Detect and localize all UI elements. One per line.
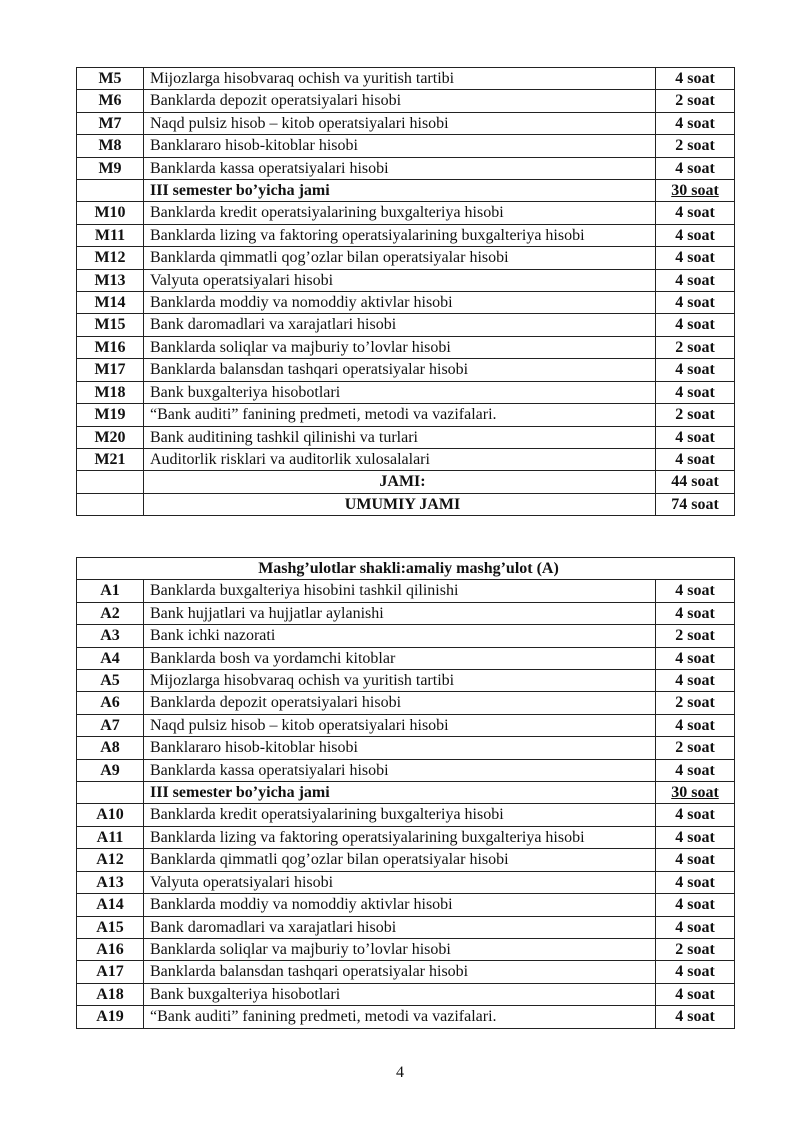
row-hours: 4 soat (656, 983, 735, 1005)
subtotal-hours: 30 soat (671, 784, 719, 802)
row-title: Banklarda kredit operatsiyalarining buxgalteriya hisobi (144, 804, 656, 826)
practical-header: Mashg’ulotlar shakli:amaliy mashg’ulot (A) (77, 558, 735, 580)
table-row (77, 625, 735, 647)
table-row (77, 849, 735, 871)
row-title: Bank daromadlari va xarajatlari hisobi (144, 916, 656, 938)
lecture-schedule-totals (77, 471, 735, 516)
row-code: A7 (77, 714, 144, 736)
row-code: M10 (77, 202, 144, 224)
table-row (77, 670, 735, 692)
row-hours: 4 soat (656, 269, 735, 291)
table-row (77, 737, 735, 759)
table-row (77, 714, 735, 736)
table-row (77, 68, 735, 90)
table-row (77, 359, 735, 381)
table-row (77, 90, 735, 112)
row-code: A15 (77, 916, 144, 938)
row-code: A6 (77, 692, 144, 714)
subtotal-row (77, 180, 735, 202)
table-row (77, 916, 735, 938)
row-title: “Bank auditi” fanining predmeti, metodi va vazifalari. (144, 1006, 656, 1028)
row-title: Banklarda qimmatli qog’ozlar bilan operatsiyalar hisobi (144, 849, 656, 871)
row-code: A3 (77, 625, 144, 647)
row-hours: 4 soat (656, 894, 735, 916)
row-code: M18 (77, 381, 144, 403)
row-title: Bank auditining tashkil qilinishi va turlari (144, 426, 656, 448)
table-row (77, 426, 735, 448)
row-title: Banklarda lizing va faktoring operatsiyalarining buxgalteriya hisobi (144, 826, 656, 848)
row-code: M16 (77, 336, 144, 358)
row-hours: 2 soat (656, 404, 735, 426)
row-title: Mijozlarga hisobvaraq ochish va yuritish tartibi (144, 670, 656, 692)
row-title: Banklarda kassa operatsiyalari hisobi (144, 759, 656, 781)
total-row (77, 471, 735, 493)
practical-schedule-table (76, 557, 735, 1029)
table-row (77, 404, 735, 426)
table-row (77, 224, 735, 246)
row-hours: 4 soat (656, 359, 735, 381)
row-code: M21 (77, 448, 144, 470)
row-code: A18 (77, 983, 144, 1005)
row-hours: 4 soat (656, 224, 735, 246)
row-title: III semester bo’yicha jami (144, 782, 656, 804)
table-row (77, 647, 735, 669)
row-code: A17 (77, 961, 144, 983)
table-row (77, 202, 735, 224)
row-hours: 4 soat (656, 714, 735, 736)
table-row (77, 826, 735, 848)
row-title: Auditorlik risklari va auditorlik xulosalalari (144, 448, 656, 470)
row-code: M6 (77, 90, 144, 112)
row-hours: 4 soat (656, 849, 735, 871)
row-title: Banklarda moddiy va nomoddiy aktivlar hisobi (144, 292, 656, 314)
row-title: Banklarda soliqlar va majburiy to’lovlar hisobi (144, 938, 656, 960)
row-title: Naqd pulsiz hisob – kitob operatsiyalari hisobi (144, 714, 656, 736)
table-row (77, 961, 735, 983)
table-row (77, 247, 735, 269)
table-row (77, 336, 735, 358)
row-hours: 4 soat (656, 68, 735, 90)
row-code: A14 (77, 894, 144, 916)
row-code (77, 180, 144, 202)
row-code: A16 (77, 938, 144, 960)
row-code: M19 (77, 404, 144, 426)
row-title: Banklarda qimmatli qog’ozlar bilan operatsiyalar hisobi (144, 247, 656, 269)
row-code: A13 (77, 871, 144, 893)
row-title: III semester bo’yicha jami (144, 180, 656, 202)
row-hours: 4 soat (656, 292, 735, 314)
table-row (77, 871, 735, 893)
row-title: Banklarda balansdan tashqari operatsiyalar hisobi (144, 961, 656, 983)
table-row (77, 759, 735, 781)
row-code: M8 (77, 135, 144, 157)
row-code: M20 (77, 426, 144, 448)
row-hours: 2 soat (656, 625, 735, 647)
row-hours: 4 soat (656, 1006, 735, 1028)
row-hours: 4 soat (656, 580, 735, 602)
row-hours: 4 soat (656, 157, 735, 179)
grand-total-code-cell (77, 493, 144, 515)
table-row (77, 894, 735, 916)
row-hours: 4 soat (656, 448, 735, 470)
row-title: Naqd pulsiz hisob – kitob operatsiyalari hisobi (144, 112, 656, 134)
row-hours: 4 soat (656, 381, 735, 403)
row-hours: 4 soat (656, 202, 735, 224)
row-code: A8 (77, 737, 144, 759)
row-code: M12 (77, 247, 144, 269)
row-code: M11 (77, 224, 144, 246)
grand-total-hours: 74 soat (656, 493, 735, 515)
row-code: M14 (77, 292, 144, 314)
row-title: Banklarda depozit operatsiyalari hisobi (144, 90, 656, 112)
row-hours: 4 soat (656, 961, 735, 983)
row-hours: 2 soat (656, 938, 735, 960)
row-title: Bank daromadlari va xarajatlari hisobi (144, 314, 656, 336)
row-title: Banklararo hisob-kitoblar hisobi (144, 135, 656, 157)
row-title: Banklarda lizing va faktoring operatsiyalarining buxgalteriya hisobi (144, 224, 656, 246)
row-title: Banklarda buxgalteriya hisobini tashkil qilinishi (144, 580, 656, 602)
page-number: 4 (396, 1064, 404, 1081)
row-title: Valyuta operatsiyalari hisobi (144, 269, 656, 291)
subtotal-row (77, 782, 735, 804)
table-row (77, 602, 735, 624)
row-hours: 4 soat (656, 426, 735, 448)
row-code: A19 (77, 1006, 144, 1028)
row-code: M17 (77, 359, 144, 381)
row-code: M5 (77, 68, 144, 90)
table-row (77, 292, 735, 314)
row-hours: 4 soat (656, 314, 735, 336)
table-row (77, 938, 735, 960)
row-code (77, 782, 144, 804)
table-row (77, 135, 735, 157)
practical-header-row (77, 558, 735, 580)
row-hours: 2 soat (656, 336, 735, 358)
row-hours: 4 soat (656, 759, 735, 781)
row-title: “Bank auditi” fanining predmeti, metodi va vazifalari. (144, 404, 656, 426)
row-hours: 4 soat (656, 670, 735, 692)
row-title: Bank ichki nazorati (144, 625, 656, 647)
row-code: A5 (77, 670, 144, 692)
row-title: Banklarda moddiy va nomoddiy aktivlar hisobi (144, 894, 656, 916)
table-row (77, 112, 735, 134)
row-hours: 4 soat (656, 647, 735, 669)
row-code: M9 (77, 157, 144, 179)
row-hours: 2 soat (656, 135, 735, 157)
table-row (77, 692, 735, 714)
row-code: A9 (77, 759, 144, 781)
row-code: A11 (77, 826, 144, 848)
table-row (77, 314, 735, 336)
row-hours: 4 soat (656, 804, 735, 826)
row-hours: 2 soat (656, 737, 735, 759)
total-code-cell (77, 471, 144, 493)
table-row (77, 157, 735, 179)
row-hours: 2 soat (656, 692, 735, 714)
row-code: M13 (77, 269, 144, 291)
row-title: Valyuta operatsiyalari hisobi (144, 871, 656, 893)
table-row (77, 381, 735, 403)
row-hours: 4 soat (656, 871, 735, 893)
row-code: A4 (77, 647, 144, 669)
table-row (77, 983, 735, 1005)
row-title: Banklarda depozit operatsiyalari hisobi (144, 692, 656, 714)
row-hours (656, 782, 735, 804)
total-label: JAMI: (144, 471, 656, 493)
row-hours: 4 soat (656, 602, 735, 624)
row-title: Banklarda balansdan tashqari operatsiyalar hisobi (144, 359, 656, 381)
row-title: Banklarda bosh va yordamchi kitoblar (144, 647, 656, 669)
lecture-schedule-body (77, 68, 735, 471)
row-title: Bank buxgalteriya hisobotlari (144, 983, 656, 1005)
row-title: Mijozlarga hisobvaraq ochish va yuritish tartibi (144, 68, 656, 90)
row-code: A2 (77, 602, 144, 624)
row-code: M15 (77, 314, 144, 336)
grand-total-row (77, 493, 735, 515)
lecture-schedule-table (76, 67, 735, 516)
row-hours: 4 soat (656, 247, 735, 269)
row-title: Bank buxgalteriya hisobotlari (144, 381, 656, 403)
table-row (77, 804, 735, 826)
row-title: Banklarda soliqlar va majburiy to’lovlar hisobi (144, 336, 656, 358)
grand-total-label: UMUMIY JAMI (144, 493, 656, 515)
row-hours (656, 180, 735, 202)
table-row (77, 1006, 735, 1028)
row-code: A10 (77, 804, 144, 826)
row-hours: 2 soat (656, 90, 735, 112)
subtotal-hours: 30 soat (671, 182, 719, 200)
table-row (77, 448, 735, 470)
row-title: Banklarda kredit operatsiyalarining buxgalteriya hisobi (144, 202, 656, 224)
row-hours: 4 soat (656, 826, 735, 848)
row-title: Banklarda kassa operatsiyalari hisobi (144, 157, 656, 179)
row-code: M7 (77, 112, 144, 134)
row-title: Banklararo hisob-kitoblar hisobi (144, 737, 656, 759)
total-hours: 44 soat (656, 471, 735, 493)
row-hours: 4 soat (656, 916, 735, 938)
table-row (77, 580, 735, 602)
practical-schedule-body (77, 580, 735, 1028)
row-title: Bank hujjatlari va hujjatlar aylanishi (144, 602, 656, 624)
table-row (77, 269, 735, 291)
row-code: A12 (77, 849, 144, 871)
row-hours: 4 soat (656, 112, 735, 134)
row-code: A1 (77, 580, 144, 602)
